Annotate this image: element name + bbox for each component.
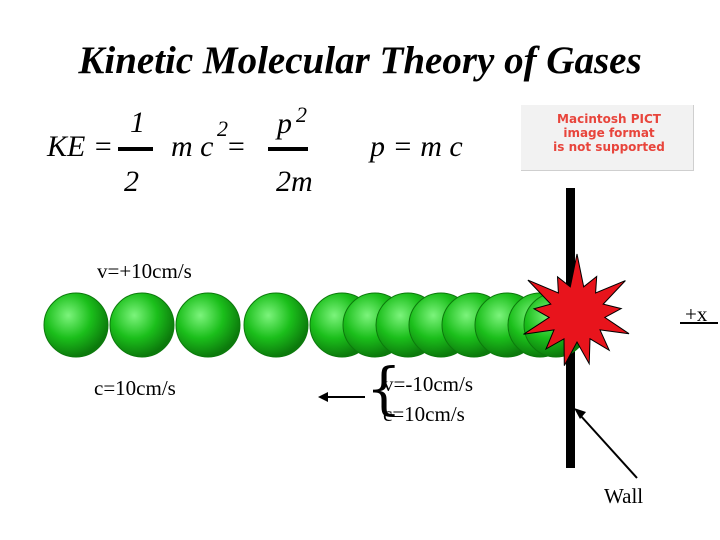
slide-title: Kinetic Molecular Theory of Gases — [78, 39, 642, 82]
wall-pointer-line — [580, 415, 637, 478]
molecule-1 — [44, 293, 108, 357]
wall-pointer-arrowhead-icon — [574, 408, 586, 419]
molecule-row — [44, 293, 588, 357]
wall-label: Wall — [604, 484, 644, 508]
ke-label: KE = — [47, 130, 114, 163]
incoming-speed-label: c=10cm/s — [94, 376, 176, 400]
equals-sign: = — [226, 130, 247, 163]
momentum-denominator: 2m — [276, 165, 313, 198]
x-axis-label: +x — [685, 302, 708, 326]
outgoing-velocity-label: v=-10cm/s — [383, 372, 473, 396]
molecule-2 — [110, 293, 174, 357]
outgoing-brace: { — [366, 357, 402, 422]
momentum-equation: p = m c — [370, 130, 463, 163]
half-numerator: 1 — [130, 106, 145, 139]
pict-placeholder-text: Macintosh PICT image format is not supported — [553, 112, 665, 154]
molecule-3 — [176, 293, 240, 357]
incoming-velocity-label: v=+10cm/s — [97, 259, 192, 283]
momentum-exponent: 2 — [296, 102, 307, 127]
left-arrow-icon — [318, 392, 328, 402]
speed-exponent: 2 — [217, 116, 228, 141]
mass-speed-term: m c — [171, 130, 214, 163]
half-denominator: 2 — [124, 165, 139, 198]
outgoing-speed-label: c=10cm/s — [383, 402, 465, 426]
momentum-numerator: p — [277, 107, 292, 140]
molecule-4 — [244, 293, 308, 357]
